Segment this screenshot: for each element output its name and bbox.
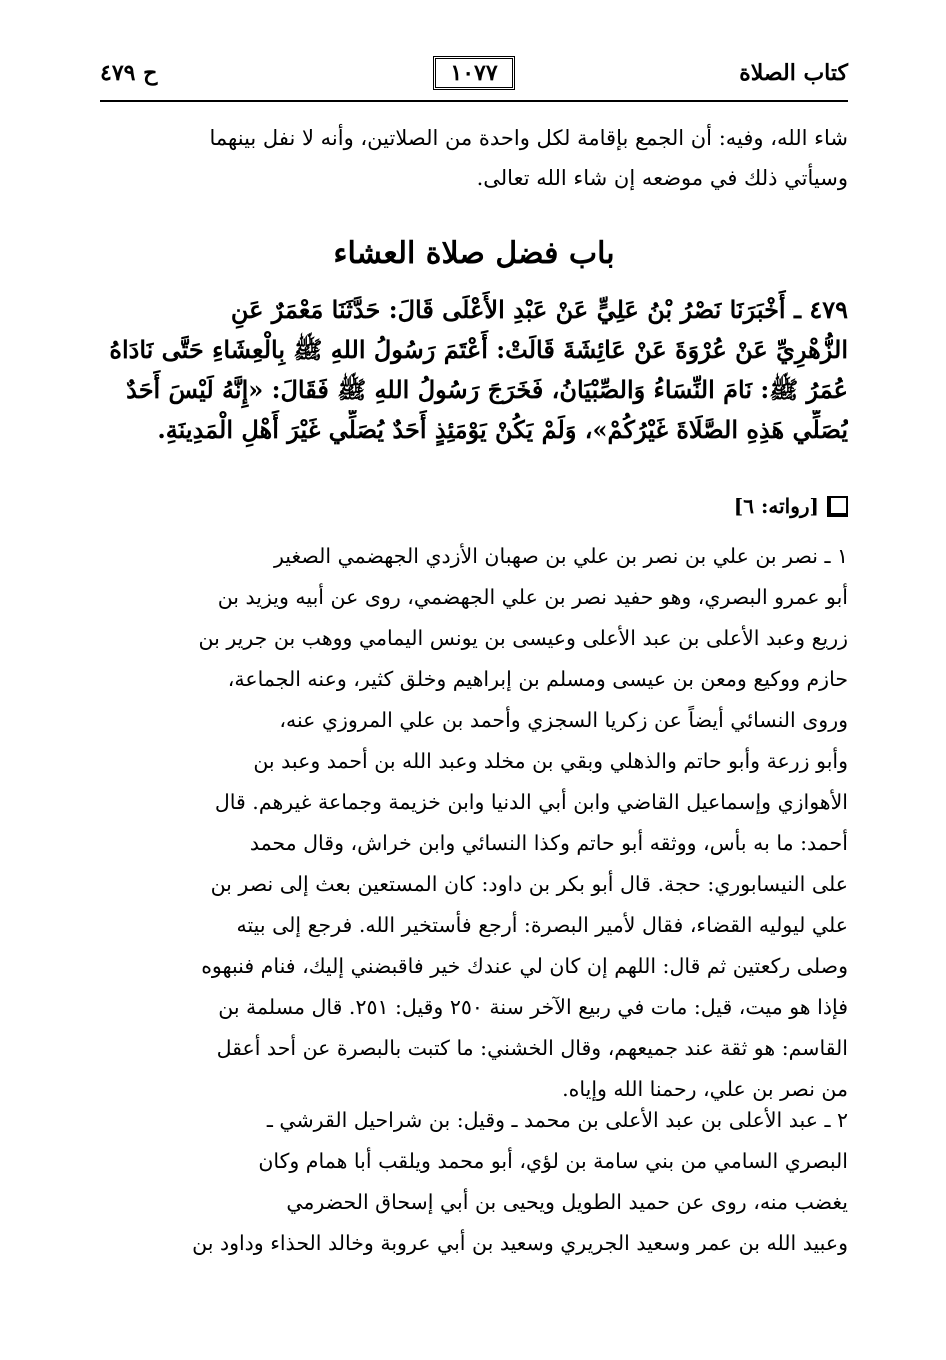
text-line: وروى النسائي أيضاً عن زكريا السجزي وأحمد بن علي المروزي عنه، [279, 708, 848, 732]
book-title: كتاب الصلاة [739, 60, 848, 86]
hadith-line: عُمَرُ ﷺ: نَامَ النِّسَاءُ وَالصِّبْيَانُ، فَخَرَجَ رَسُولُ اللهِ ﷺ فَقَالَ: «إِنَّهُ لَيْسَ أَحَدٌ [126, 375, 848, 404]
text-line: ١ ـ نصر بن علي بن نصر بن علي بن صهبان الأزدي الجهضمي الصغير [273, 544, 848, 568]
text-line: زريع وعبد الأعلى بن عبد الأعلى وعيسى بن يونس اليمامي ووهب بن جرير بن [198, 626, 848, 650]
text-line: فإذا هو ميت، قيل: مات في ربيع الآخر سنة ٢٥٠ وقيل: ٢٥١. قال مسلمة بن [218, 995, 848, 1019]
hadith-line: ٤٧٩ ـ أَخْبَرَنَا نَصْرُ بْنُ عَلِيٍّ عَنْ عَبْدِ الأَعْلَى قَالَ: حَدَّثَنَا مَعْمَرٌ عَنِ [230, 295, 848, 324]
intro-paragraph [100, 118, 848, 198]
text-line: الأهوازي وإسماعيل القاضي وابن أبي الدنيا وابن خزيمة وجماعة غيرهم. قال [214, 790, 848, 814]
narrator-biography-1 [100, 536, 848, 1110]
text-line: القاسم: هو ثقة عند جميعهم، وقال الخشني: ما كتبت بالبصرة عن أحد أعقل [216, 1036, 848, 1060]
text-line: حازم ووكيع ومعن بن عيسى ومسلم بن إبراهيم وخلق كثير، وعنه الجماعة، [227, 667, 848, 691]
page-header [100, 56, 848, 96]
text-line: شاء الله، وفيه: أن الجمع بإقامة لكل واحدة من الصلاتين، وأنه لا نفل بينهما [209, 126, 848, 150]
text-line: من نصر بن علي، رحمنا الله وإياه. [562, 1077, 848, 1101]
hadith-text [100, 290, 848, 450]
text-line: علي ليوليه القضاء، فقال لأمير البصرة: أرجع فأستخير الله. فرجع إلى بيته [236, 913, 848, 937]
narrators-heading [100, 494, 848, 518]
text-line: وأبو زرعة وأبو حاتم والذهلي وبقي بن مخلد وعبد الله بن أحمد وعبد بن [253, 749, 848, 773]
text-line: أبو عمرو البصري، وهو حفيد نصر بن علي الجهضمي، روى عن أبيه ويزيد بن [217, 585, 848, 609]
text-line: وصلى ركعتين ثم قال: اللهم إن كان لي عندك خير فاقبضني إليك، فنام فنبهوه [201, 954, 848, 978]
narrators-heading-label: [رواته: ٦] [733, 494, 819, 518]
square-bullet-icon [827, 496, 848, 517]
text-line: وعبيد الله بن عمر وسعيد الجريري وسعيد بن أبي عروبة وخالد الحذاء وداود بن [192, 1231, 848, 1255]
text-line: أحمد: ما به بأس، ووثقه أبو حاتم وكذا النسائي وابن خراش، وقال محمد [249, 831, 848, 855]
hadith-line: يُصَلِّي هَذِهِ الصَّلَاةَ غَيْرُكُمْ»، وَلَمْ يَكُنْ يَوْمَئِذٍ أَحَدٌ يُصَلِّي غَيْرَ أَهْلِ الْمَدِينَةِ. [157, 415, 848, 444]
text-line: البصري السامي من بني سامة بن لؤي، أبو محمد ويلقب أبا همام وكان [258, 1149, 848, 1173]
hadith-reference: ح ٤٧٩ [100, 60, 158, 86]
text-line: على النيسابوري: حجة. قال أبو بكر بن داود: كان المستعين بعث إلى نصر بن [210, 872, 848, 896]
narrator-biography-2 [100, 1100, 848, 1264]
text-line: يغضب منه، روى عن حميد الطويل ويحيى بن أبي إسحاق الحضرمي [286, 1190, 848, 1214]
text-line: وسيأتي ذلك في موضعه إن شاء الله تعالى. [476, 166, 848, 190]
chapter-title: باب فضل صلاة العشاء [333, 236, 615, 271]
hadith-line: الزُّهْرِيِّ عَنْ عُرْوَةَ عَنْ عَائِشَةَ قَالَتْ: أَعْتَمَ رَسُولُ اللهِ ﷺ بِالْعِشَاءِ حَتَّى نَادَاهُ [109, 335, 848, 364]
header-rule [100, 100, 848, 102]
page-number: ١٠٧٧ [433, 56, 515, 90]
text-line: ٢ ـ عبد الأعلى بن عبد الأعلى بن محمد ـ وقيل: بن شراحيل القرشي ـ [266, 1108, 848, 1132]
